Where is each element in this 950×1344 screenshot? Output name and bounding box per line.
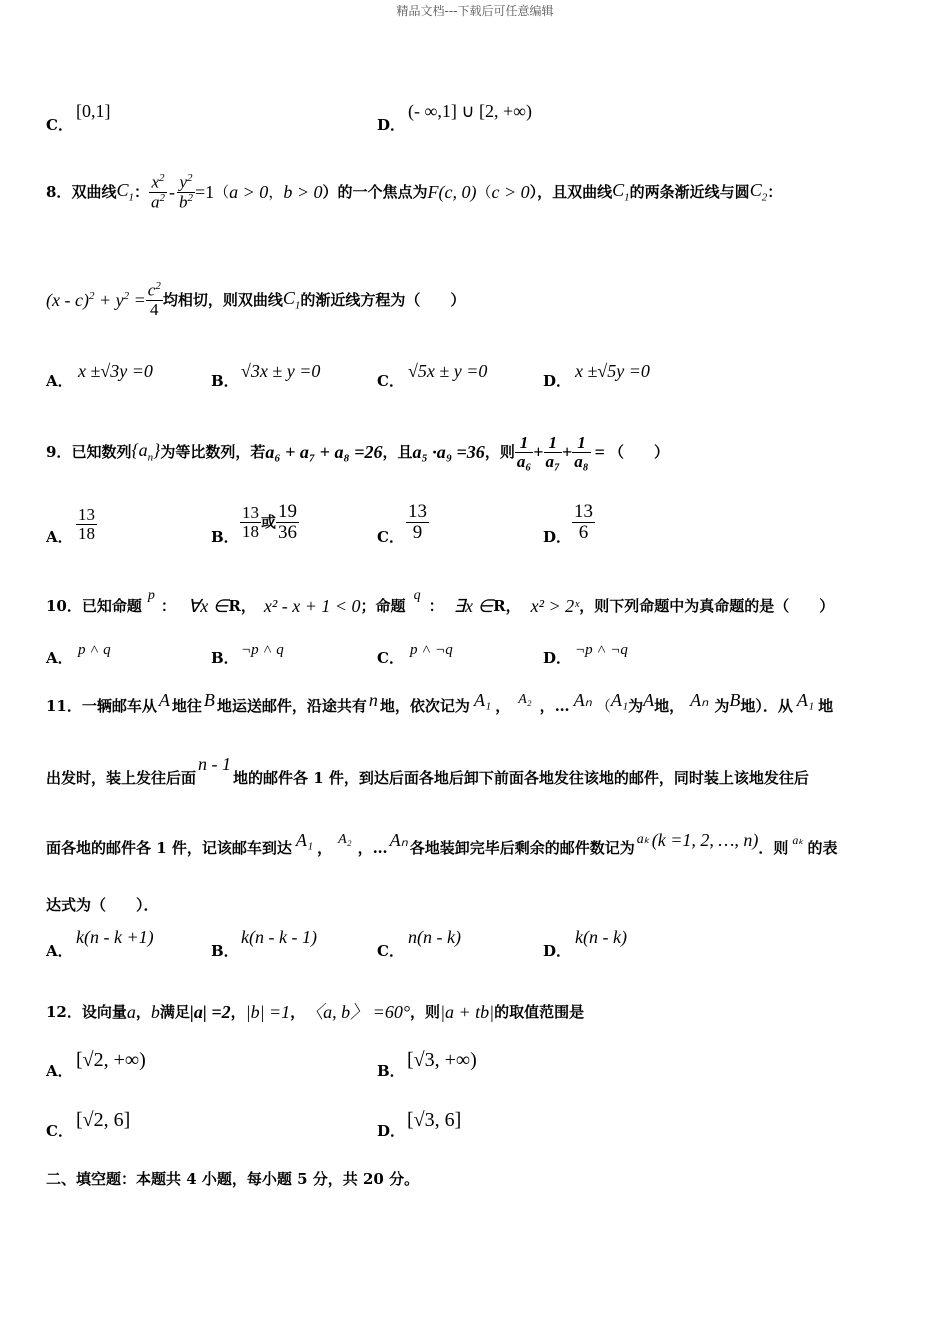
q11-text1: 一辆邮车从 xyxy=(81,696,157,715)
q9-option-a-label: A． xyxy=(46,528,73,546)
q12-expr: |a + tb| xyxy=(440,1002,495,1022)
q10-text2: ；命题 xyxy=(360,596,406,615)
q10-number: 10． xyxy=(46,596,82,615)
q8-c-pos: c > 0 xyxy=(491,182,530,202)
q12-number: 12． xyxy=(46,1002,82,1021)
q8-option-b-label: B． xyxy=(211,372,239,390)
q10-option-c-label: C． xyxy=(377,649,404,667)
q9-text5: （ ） xyxy=(608,442,669,461)
q8-option-d-label: D． xyxy=(543,372,572,390)
q8-option-c-label: C． xyxy=(377,372,404,390)
q10-option-d-value: ¬p ˄ ¬q xyxy=(575,642,628,658)
q8-option-d-value: x ±√5y =0 xyxy=(575,361,650,381)
q11-nm1: n - 1 xyxy=(198,754,232,774)
q9-option-d-label: D． xyxy=(543,528,572,546)
q8-text4: 的两条渐近线与圆 xyxy=(629,182,750,201)
q9-text2: 为等比数列，若 xyxy=(160,442,266,461)
q10-ineq1: x² - x + 1 < 0 xyxy=(263,596,361,616)
q8-option-a-label: A． xyxy=(46,372,73,390)
q12-line1: 12． 设向量 a ， b 满足 |a| =2 ， |b| =1 ， 〈a, b〉 =60° ，则 |a + tb| 的取值范围是 xyxy=(46,1002,585,1022)
q9-text1: 已知数列 xyxy=(71,442,132,461)
page-header: 精品文档---下载后可任意编辑 xyxy=(396,4,554,18)
q9-frac-6: $\frac{1}{\text{a₆}}$ xyxy=(516,432,532,471)
q8-eq1: =1 xyxy=(194,182,215,202)
q12-option-d-label: D． xyxy=(377,1122,406,1140)
q7-option-d-value: (- ∞,1] ∪ [2, +∞) xyxy=(408,101,532,121)
q9-text3: ，且 xyxy=(382,442,413,461)
q10-option-c-value: p ˄ ¬q xyxy=(410,642,453,658)
q12-option-c-label: C． xyxy=(46,1122,73,1140)
q12-text3: ，则 xyxy=(410,1002,441,1021)
q8-c1: $C_1$ xyxy=(116,179,134,204)
q10-R2: R xyxy=(493,596,506,615)
q10-exists: ∃x ∈ xyxy=(453,596,494,616)
q12-option-a-value: [√2, +∞) xyxy=(76,1049,146,1071)
q12-text1: 设向量 xyxy=(81,1002,127,1021)
q11-line3: 面各地的邮件各 1 件，记该邮车到达 A₁ ， A₂ ， … Aₙ 各地装卸完毕后剩余的邮件数记为 aₖ (k =1, 2, …, n) ．则 aₖ 的表 xyxy=(46,830,838,857)
q12-norm-b: |b| =1 xyxy=(245,1002,291,1022)
q7-option-c-label: C． xyxy=(46,116,73,134)
q12-option-c-value: [√2, 6] xyxy=(76,1109,131,1131)
q9-frac-8: $\frac{1}{\text{a₈}}$ xyxy=(574,432,589,471)
q12-text4: 的取值范围是 xyxy=(494,1002,585,1021)
q11-line3b: 各地装卸完毕后剩余的邮件数记为 xyxy=(409,838,635,857)
q10-text1: 已知命题 xyxy=(81,596,142,615)
q9-option-c-label: C． xyxy=(377,528,404,546)
q11-option-d-value: k(n - k) xyxy=(575,927,627,947)
q11-line2b: 地的邮件各 1 件，到达后面各地后卸下前面各地发往该地的邮件，同时装上该地发往后 xyxy=(233,768,809,787)
q8-option-c-value: √5x ± y =0 xyxy=(408,361,488,381)
q9-cond1: a₆ + a₇ + a₈ =26 xyxy=(265,442,383,462)
q9-frac-7: $\frac{1}{\text{a₇}}$ xyxy=(545,432,560,471)
q11-option-b-value: k(n - k - 1) xyxy=(241,927,317,947)
q7-option-c-value: [0,1] xyxy=(76,101,111,121)
q8-text6: 的渐近线方程为（ ） xyxy=(300,290,466,309)
q8-c1-ref: $C_1$ xyxy=(612,179,630,204)
q7-option-d-label: D． xyxy=(377,116,406,134)
q10-option-d-label: D． xyxy=(543,649,572,667)
q9-option-b-value: $\frac{13}{18}$ 或 $\frac{19}{36}$ xyxy=(242,501,298,543)
q10-R1: R xyxy=(228,596,241,615)
q8-text3: ），且双曲线 xyxy=(529,182,613,201)
q12-angle: 〈a, b〉 =60° xyxy=(305,1002,411,1022)
q11-number: 11． xyxy=(46,696,82,715)
q9-number: 9． xyxy=(46,442,72,461)
q10-option-b-value: ¬p ˄ q xyxy=(241,642,284,658)
q8-focus: F(c, 0) xyxy=(427,182,477,202)
q10-line1: 10． 已知命题 p ： ∀x ∈ R ， x² - x + 1 < 0 ；命题 q ： ∃x ∈ R ， x² > 2ˣ ，则下列命题中为真命题的是（ ） xyxy=(46,588,835,616)
q8-text5: 均相切，则双曲线 xyxy=(162,290,283,309)
q11-option-a-value: k(n - k +1) xyxy=(76,927,154,947)
q10-forall: ∀x ∈ xyxy=(187,596,229,616)
q8-option-b-value: √3x ± y =0 xyxy=(241,361,321,381)
q8-text2: ）的一个焦点为 xyxy=(322,182,428,201)
q8-frac-y: $\frac{y^2}{b^2}$ xyxy=(178,172,193,212)
q10-option-a-label: A． xyxy=(46,649,73,667)
q10-option-a-value: p ˄ q xyxy=(78,642,111,658)
q9-text4: ，则 xyxy=(484,442,515,461)
q9-cond2: a₅ ·a₉ =36 xyxy=(412,442,485,462)
q12-option-d-value: [√3, 6] xyxy=(407,1109,462,1131)
q11-option-c-value: n(n - k) xyxy=(408,927,461,947)
q9-seq: $\{a_n\}$ xyxy=(131,439,161,464)
q8-number: 8． xyxy=(46,182,72,201)
q10-ineq2: x² > 2ˣ xyxy=(530,596,580,616)
q11-text2: 地往 xyxy=(171,696,202,715)
q11-text4: 地，依次记为 xyxy=(379,696,470,715)
q8-colon: ： xyxy=(133,182,149,201)
q8-b-pos: b > 0 xyxy=(283,182,323,202)
q12-option-b-label: B． xyxy=(377,1062,405,1080)
q11-option-b-label: B． xyxy=(211,942,239,960)
q11-krange: (k =1, 2, …, n) xyxy=(651,830,759,850)
q10-option-b-label: B． xyxy=(211,649,239,667)
q11-option-a-label: A． xyxy=(46,942,73,960)
q12-option-b-value: [√3, +∞) xyxy=(407,1049,477,1071)
q8-frac-x: $\frac{x^2}{a^2}$ xyxy=(150,172,165,212)
q8-text1: 双曲线 xyxy=(71,182,117,201)
q8-frac-c: $\frac{c^2}{4}$ xyxy=(147,280,161,319)
q9-line1: 9． 已知数列 $\{a_n\}$ 为等比数列，若 a₆ + a₇ + a₈ =26 ，且 a₅ ·a₉ =36 ，则 $\frac{1}{\text{a₆}}$ + $\frac{1}{\text{a₇}}$ + $\frac{1}{\text{a₈}}$ = （ ） xyxy=(46,432,669,471)
q11-line1: 11． 一辆邮车从 A 地往 B 地运送邮件，沿途共有 n 地，依次记为 A₁ ， A₂ ， … Aₙ （ A₁ 为 A 地， Aₙ 为 B 地）．从 A₁ 地 xyxy=(46,690,834,715)
q10-q: q xyxy=(413,588,421,603)
q8-line2 xyxy=(46,272,465,328)
q8-c1-ref2: $C_1$ xyxy=(282,287,301,312)
q10-p: p xyxy=(147,588,155,603)
q11-line3a: 面各地的邮件各 1 件，记该邮车到达 xyxy=(46,838,292,857)
q11-option-c-label: C． xyxy=(377,942,404,960)
q8-a-pos: a > 0 xyxy=(229,182,269,202)
q9-option-c-value: $\frac{13}{9}$ xyxy=(408,501,427,543)
q9-option-d-value: $\frac{13}{6}$ xyxy=(574,501,593,543)
q9-option-b-label: B． xyxy=(211,528,239,546)
q8-circle: $(x - c)^2 + y^2$ = xyxy=(46,290,146,310)
q11-line2a: 出发时，装上发往后面 xyxy=(46,768,197,787)
q11-option-d-label: D． xyxy=(543,942,572,960)
q12-option-a-label: A． xyxy=(46,1062,73,1080)
q12-norm-a: |a| =2 xyxy=(189,1002,231,1022)
q8-c2: $C_2$ xyxy=(749,179,768,204)
q11-line4: 达式为（ ）． xyxy=(46,896,159,914)
q10-text3: ，则下列命题中为真命题的是（ ） xyxy=(579,596,835,615)
q11-line2 xyxy=(46,754,809,798)
q11-text3: 地运送邮件，沿途共有 xyxy=(216,696,367,715)
q12-text2: 满足 xyxy=(159,1002,190,1021)
section-heading-fill-in: 二、填空题：本题共 4 小题，每小题 5 分，共 20 分。 xyxy=(46,1170,420,1188)
q8-line1: 8． 双曲线 $C_1$ ： $\frac{x^2}{a^2}$ - $\frac{y^2}{b^2}$ =1 （ a > 0 ， b > 0 ）的一个焦点为 F(c, 0) （ c > 0 ），且双曲线 $C_1$ 的两条渐近线与圆 $C_2$ ： xyxy=(46,172,783,212)
q8-option-a-value: x ±√3y =0 xyxy=(78,361,153,381)
q9-option-a-value: $\frac{13}{18}$ xyxy=(78,505,95,543)
